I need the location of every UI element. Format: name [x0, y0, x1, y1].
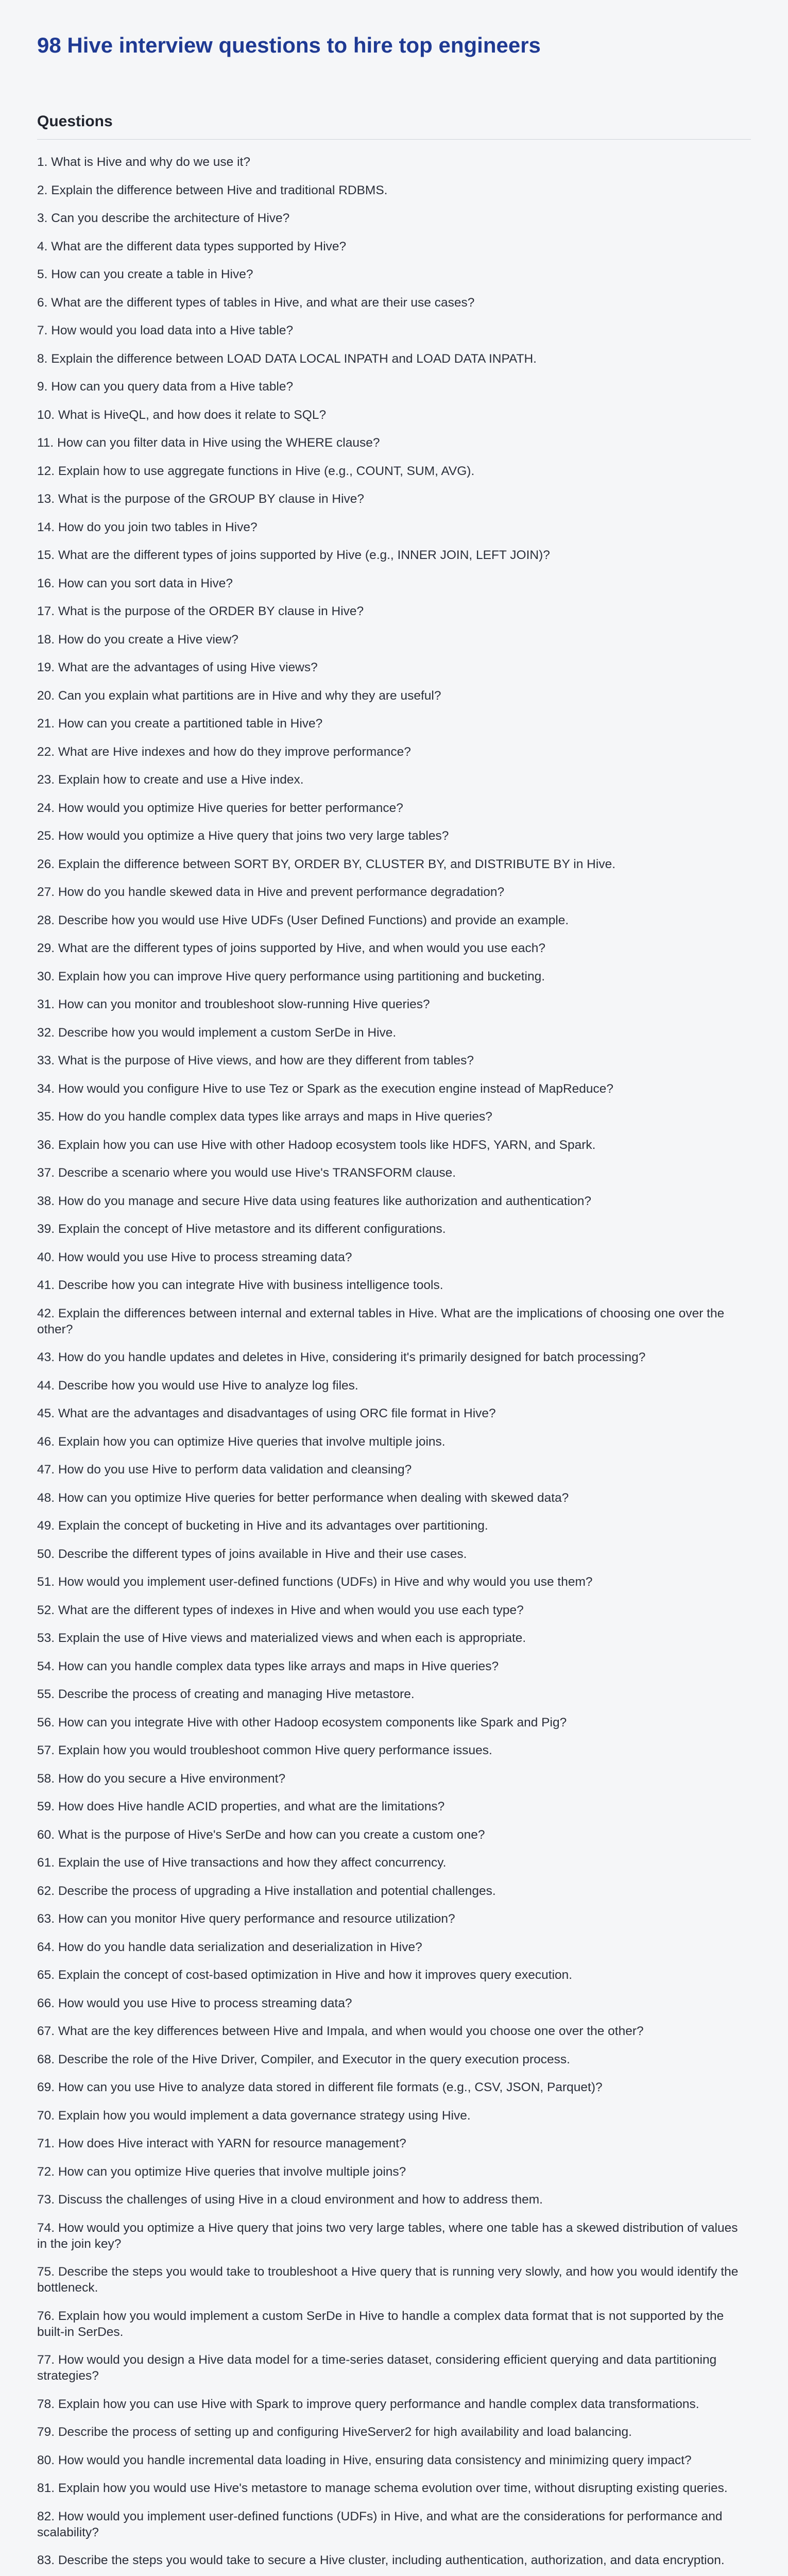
question-item: 68. Describe the role of the Hive Driver, Compiler, and Executor in the query execution process. [37, 2052, 570, 2066]
question-item: 29. What are the different types of joins supported by Hive, and when would you use each? [37, 941, 545, 955]
question-item: 47. How do you use Hive to perform data validation and cleansing? [37, 1463, 412, 1477]
question-item: 65. Explain the concept of cost-based optimization in Hive and how it improves query execution. [37, 1968, 573, 1982]
question-item: 58. How do you secure a Hive environment? [37, 1771, 286, 1786]
question-item: 79. Describe the process of setting up and configuring HiveServer2 for high availability and load balancing. [37, 2425, 632, 2439]
question-item: 48. How can you optimize Hive queries for better performance when dealing with skewed data? [37, 1490, 569, 1505]
question-item: 72. How can you optimize Hive queries that involve multiple joins? [37, 2164, 406, 2179]
question-item: 27. How do you handle skewed data in Hive and prevent performance degradation? [37, 885, 505, 899]
question-item: 35. How do you handle complex data types like arrays and maps in Hive queries? [37, 1110, 492, 1124]
question-item: 82. How would you implement user-defined functions (UDFs) in Hive, and what are the considerations for performance and scalability? [37, 2509, 723, 2539]
question-item: 7. How would you load data into a Hive table? [37, 324, 294, 337]
question-item: 20. Can you explain what partitions are in Hive and why they are useful? [37, 688, 441, 703]
question-item: 66. How would you use Hive to process streaming data? [37, 1996, 352, 2010]
question-item: 13. What is the purpose of the GROUP BY clause in Hive? [37, 492, 365, 506]
question-item: 19. What are the advantages of using Hive views? [37, 660, 318, 674]
question-item: 46. Explain how you can optimize Hive queries that involve multiple joins. [37, 1434, 446, 1449]
question-item: 15. What are the different types of joins supported by Hive (e.g., INNER JOIN, LEFT JOIN)? [37, 548, 550, 562]
question-item: 22. What are Hive indexes and how do they improve performance? [37, 744, 411, 759]
question-item: 63. How can you monitor Hive query performance and resource utilization? [37, 1912, 455, 1926]
question-item: 4. What are the different data types supported by Hive? [37, 239, 347, 253]
question-item: 60. What is the purpose of Hive's SerDe and how can you create a custom one? [37, 1827, 485, 1842]
question-item: 12. Explain how to use aggregate functions in Hive (e.g., COUNT, SUM, AVG). [37, 464, 475, 478]
question-item: 76. Explain how you would implement a custom SerDe in Hive to handle a complex data format that is not supported by the built-in SerDes. [37, 2309, 724, 2339]
question-item: 11. How can you filter data in Hive using the WHERE clause? [37, 436, 380, 450]
question-item: 37. Describe a scenario where you would use Hive's TRANSFORM clause. [37, 1166, 456, 1180]
question-item: 33. What is the purpose of Hive views, and how are they different from tables? [37, 1054, 474, 1067]
question-item: 49. Explain the concept of bucketing in Hive and its advantages over partitioning. [37, 1519, 488, 1533]
question-item: 52. What are the different types of indexes in Hive and when would you use each type? [37, 1603, 524, 1617]
question-item: 40. How would you use Hive to process streaming data? [37, 1250, 352, 1264]
question-item: 23. Explain how to create and use a Hive index. [37, 773, 304, 787]
question-item: 6. What are the different types of tables in Hive, and what are their use cases? [37, 295, 475, 310]
questions-list [37, 154, 751, 2576]
question-item: 31. How can you monitor and troubleshoot slow-running Hive queries? [37, 997, 430, 1011]
question-item: 83. Describe the steps you would take to secure a Hive cluster, including authentication, authorization, and data encryption. [37, 2553, 725, 2567]
question-item: 24. How would you optimize Hive queries for better performance? [37, 801, 403, 815]
question-item: 53. Explain the use of Hive views and materialized views and when each is appropriate. [37, 1631, 526, 1645]
question-item: 42. Explain the differences between internal and external tables in Hive. What are the implications of choosing one over the other? [37, 1306, 725, 1336]
question-item: 61. Explain the use of Hive transactions and how they affect concurrency. [37, 1856, 447, 1870]
question-item: 64. How do you handle data serialization and deserialization in Hive? [37, 1940, 422, 1954]
question-item: 50. Describe the different types of joins available in Hive and their use cases. [37, 1547, 467, 1561]
question-item: 78. Explain how you can use Hive with Spark to improve query performance and handle complex data transformations. [37, 2397, 699, 2411]
question-item: 18. How do you create a Hive view? [37, 632, 238, 647]
question-item: 51. How would you implement user-defined functions (UDFs) in Hive and why would you use them? [37, 1575, 593, 1589]
question-item: 2. Explain the difference between Hive and traditional RDBMS. [37, 183, 388, 197]
question-item: 71. How does Hive interact with YARN for resource management? [37, 2137, 406, 2150]
section-title-questions: Questions [37, 113, 113, 130]
question-item: 45. What are the advantages and disadvantages of using ORC file format in Hive? [37, 1406, 496, 1420]
question-item: 14. How do you join two tables in Hive? [37, 520, 258, 534]
question-item: 25. How would you optimize a Hive query that joins two very large tables? [37, 829, 449, 843]
question-item: 26. Explain the difference between SORT BY, ORDER BY, CLUSTER BY, and DISTRIBUTE BY in Hive. [37, 857, 616, 871]
question-item: 55. Describe the process of creating and managing Hive metastore. [37, 1687, 415, 1701]
question-item: 36. Explain how you can use Hive with other Hadoop ecosystem tools like HDFS, YARN, and Spark. [37, 1138, 596, 1152]
question-item: 3. Can you describe the architecture of Hive? [37, 211, 290, 225]
question-item: 43. How do you handle updates and deletes in Hive, considering it's primarily designed for batch processing? [37, 1350, 646, 1364]
question-item: 16. How can you sort data in Hive? [37, 576, 233, 590]
question-item: 34. How would you configure Hive to use Tez or Spark as the execution engine instead of MapReduce? [37, 1081, 614, 1096]
question-item: 38. How do you manage and secure Hive data using features like authorization and authentication? [37, 1194, 591, 1208]
question-item: 81. Explain how you would use Hive's metastore to manage schema evolution over time, without disrupting existing queries. [37, 2481, 728, 2495]
question-item: 5. How can you create a table in Hive? [37, 267, 253, 281]
question-item: 8. Explain the difference between LOAD DATA LOCAL INPATH and LOAD DATA INPATH. [37, 351, 537, 366]
section-divider [37, 139, 751, 140]
page-title: 98 Hive interview questions to hire top engineers [37, 33, 541, 57]
question-item: 39. Explain the concept of Hive metastore and its different configurations. [37, 1222, 446, 1236]
question-item: 21. How can you create a partitioned table in Hive? [37, 717, 323, 731]
question-item: 28. Describe how you would use Hive UDFs (User Defined Functions) and provide an example. [37, 913, 569, 927]
question-item: 75. Describe the steps you would take to troubleshoot a Hive query that is running very slowly, and how you would identify the bottleneck. [37, 2265, 739, 2295]
question-item: 54. How can you handle complex data types like arrays and maps in Hive queries? [37, 1659, 499, 1673]
question-item: 56. How can you integrate Hive with other Hadoop ecosystem components like Spark and Pig? [37, 1715, 567, 1730]
question-item: 80. How would you handle incremental data loading in Hive, ensuring data consistency and minimizing query impact? [37, 2453, 692, 2467]
question-item: 59. How does Hive handle ACID properties, and what are the limitations? [37, 1800, 445, 1814]
question-item: 77. How would you design a Hive data model for a time-series dataset, considering efficient querying and data partitioning strategies? [37, 2353, 717, 2383]
question-item: 69. How can you use Hive to analyze data stored in different file formats (e.g., CSV, JSON, Parquet)? [37, 2080, 603, 2094]
question-item: 67. What are the key differences between Hive and Impala, and when would you choose one over the other? [37, 2024, 644, 2038]
question-item: 62. Describe the process of upgrading a Hive installation and potential challenges. [37, 1884, 496, 1898]
question-item: 57. Explain how you would troubleshoot common Hive query performance issues. [37, 1743, 492, 1757]
question-item: 30. Explain how you can improve Hive query performance using partitioning and bucketing. [37, 969, 545, 984]
question-item: 70. Explain how you would implement a data governance strategy using Hive. [37, 2108, 471, 2123]
question-item: 73. Discuss the challenges of using Hive in a cloud environment and how to address them. [37, 2193, 543, 2207]
question-item: 9. How can you query data from a Hive table? [37, 380, 294, 394]
question-item: 10. What is HiveQL, and how does it relate to SQL? [37, 408, 327, 422]
question-item: 32. Describe how you would implement a custom SerDe in Hive. [37, 1025, 397, 1040]
question-item: 74. How would you optimize a Hive query that joins two very large tables, where one table has a skewed distribution of values in the join key? [37, 2221, 738, 2251]
question-item: 17. What is the purpose of the ORDER BY clause in Hive? [37, 604, 364, 618]
question-item: 41. Describe how you can integrate Hive with business intelligence tools. [37, 1278, 443, 1292]
question-item: 44. Describe how you would use Hive to analyze log files. [37, 1378, 358, 1393]
question-item: 1. What is Hive and why do we use it? [37, 155, 250, 169]
